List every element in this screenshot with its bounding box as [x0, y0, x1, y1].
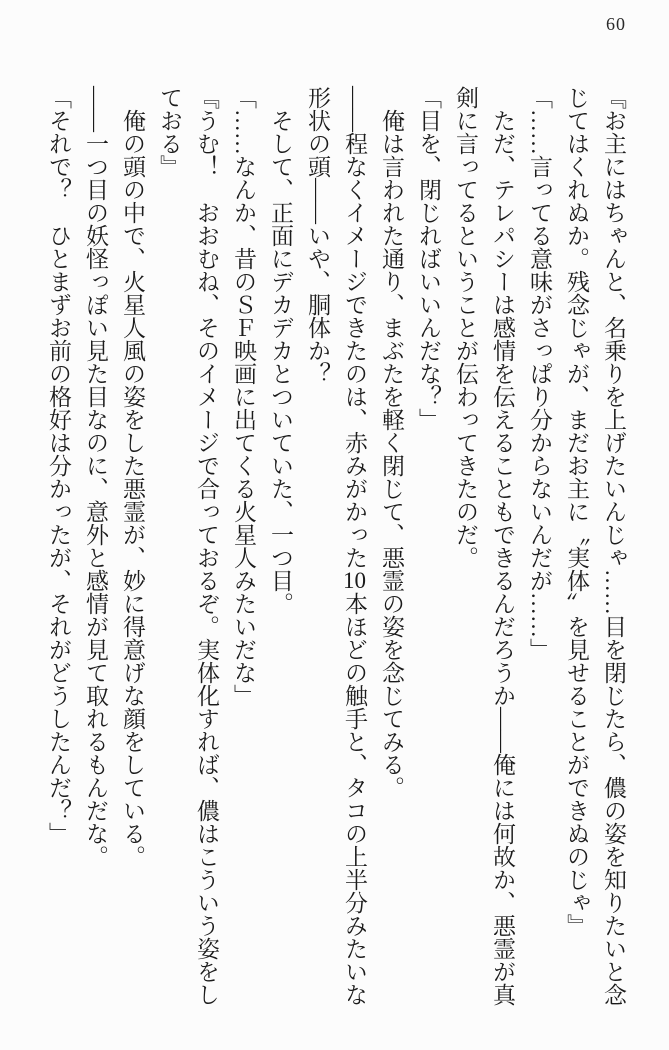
text-run: 俺は言われた通り、まぶたを軽く閉じて、悪霊の姿を念じてみる。 — [379, 109, 404, 799]
text-run: 俺の頭の中で、火星人風の姿をした悪霊が、妙に得意げな顔をしている。 — [120, 109, 145, 868]
paragraph-4-dialogue — [410, 86, 447, 1012]
paragraph-6-narration — [299, 86, 373, 1012]
text-run: ――程なくイメージできたのは、赤みがかった — [342, 86, 367, 569]
text-run: 「……言ってる意味がさっぱり分からないんだが……」 — [527, 86, 552, 661]
paragraph-2-dialogue — [521, 86, 558, 1012]
paragraph-12-dialogue — [40, 86, 77, 1012]
text-run: ――一つ目の妖怪っぽい見た目なのに、意外と感情が見て取れるもんだな。 — [83, 86, 108, 868]
paragraph-5-narration — [373, 86, 410, 1012]
paragraph-9-dialogue-telepathy — [151, 86, 225, 1012]
text-run: 本ほどの触手と、タコの上半分みたいな形状の頭――いや、胴体か？ — [305, 86, 367, 1006]
page-number: 60 — [606, 14, 626, 34]
vertical-text-block — [40, 86, 632, 1012]
paragraph-3-narration — [447, 86, 521, 1012]
text-run: 「それで？ ひとまずお前の格好は分かったが、それがどうしたんだ？」 — [46, 86, 71, 845]
text-run: 「……なんか、昔のＳＦ映画に出てくる火星人みたいだな」 — [231, 86, 256, 707]
text-run: そして、正面にデカデカとついていた、一つ目。 — [268, 109, 293, 615]
text-run: 『お主にはちゃんと、名乗りを上げたいんじゃ……目を閉じたら、儂の姿を知りたいと念じてはくれぬか。残念じゃが、まだお主に〝実体〟を見せることができぬのじゃ』 — [564, 86, 626, 1006]
paragraph-10-narration — [114, 86, 151, 1012]
text-run: 「目を、閉じればいいんだな？」 — [416, 86, 441, 431]
paragraph-7-narration — [262, 86, 299, 1012]
text-run: 『うむ！ おおむね、そのイメージで合っておるぞ。実体化すれば、儂はこういう姿をしておる』 — [157, 86, 219, 1006]
text-run: ただ、テレパシーは感情を伝えることもできるんだろうか――俺には何故か、悪霊が真剣に言ってるということが伝わってきたのだ。 — [453, 86, 515, 1006]
tate-chu-yoko-number: 10 — [343, 569, 366, 592]
paragraph-1-dialogue-telepathy — [558, 86, 632, 1012]
paragraph-11-narration — [77, 86, 114, 1012]
paragraph-8-dialogue — [225, 86, 262, 1012]
